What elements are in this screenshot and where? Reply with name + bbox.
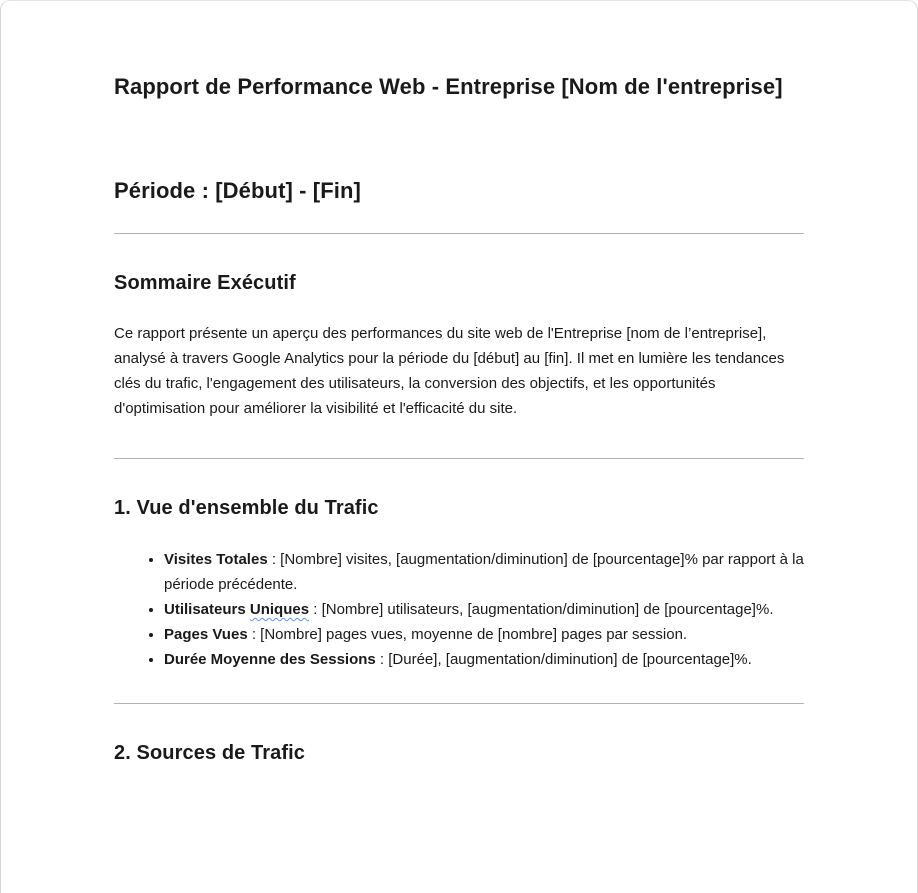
list-item-duree-moyenne[interactable] xyxy=(164,647,804,672)
period-heading[interactable]: Période : [Début] - [Fin] xyxy=(114,178,361,203)
list-item-label: Visites Totales xyxy=(164,551,268,568)
section-heading-traffic-sources[interactable]: 2. Sources de Trafic xyxy=(114,742,305,764)
section-heading-executive-summary[interactable]: Sommaire Exécutif xyxy=(114,272,296,294)
horizontal-rule xyxy=(114,458,804,459)
grammar-flagged-word[interactable]: Uniques xyxy=(249,601,310,618)
list-item-label xyxy=(164,601,309,618)
list-item-label: Pages Vues xyxy=(164,626,248,643)
list-item-text: : [Nombre] utilisateurs, [augmentation/diminution] de [pourcentage]%. xyxy=(309,601,774,618)
document-content xyxy=(114,1,804,766)
list-item-visites-totales[interactable] xyxy=(164,547,804,597)
horizontal-rule xyxy=(114,703,804,704)
executive-summary-paragraph[interactable]: Ce rapport présente un aperçu des performances du site web de l'Entreprise [nom de l’entreprise], analysé à travers Google Analytics pour la période du [début] au [fin]. Il met en lumière les tendances clés du trafic, l'engagement des utilisateurs, la conversion des objectifs, et les opportunités d'optimisation pour améliorer la visibilité et l'efficacité du site. xyxy=(114,325,785,417)
list-item-label-prefix: Utilisateurs xyxy=(164,601,250,618)
list-item-text: : [Durée], [augmentation/diminution] de [pourcentage]%. xyxy=(375,651,752,668)
traffic-overview-list xyxy=(114,547,804,672)
list-item-pages-vues[interactable] xyxy=(164,622,804,647)
list-item-label: Durée Moyenne des Sessions xyxy=(164,651,376,668)
list-item-utilisateurs-uniques[interactable] xyxy=(164,597,804,622)
section-heading-traffic-overview[interactable]: 1. Vue d'ensemble du Trafic xyxy=(114,497,379,519)
list-item-text: : [Nombre] pages vues, moyenne de [nombre] pages par session. xyxy=(247,626,688,643)
document-title[interactable]: Rapport de Performance Web - Entreprise [Nom de l'entreprise] xyxy=(114,74,783,99)
list-item-text: : [Nombre] visites, [augmentation/diminution] de [pourcentage]% par rapport à la période précédente. xyxy=(164,551,804,593)
horizontal-rule xyxy=(114,233,804,234)
